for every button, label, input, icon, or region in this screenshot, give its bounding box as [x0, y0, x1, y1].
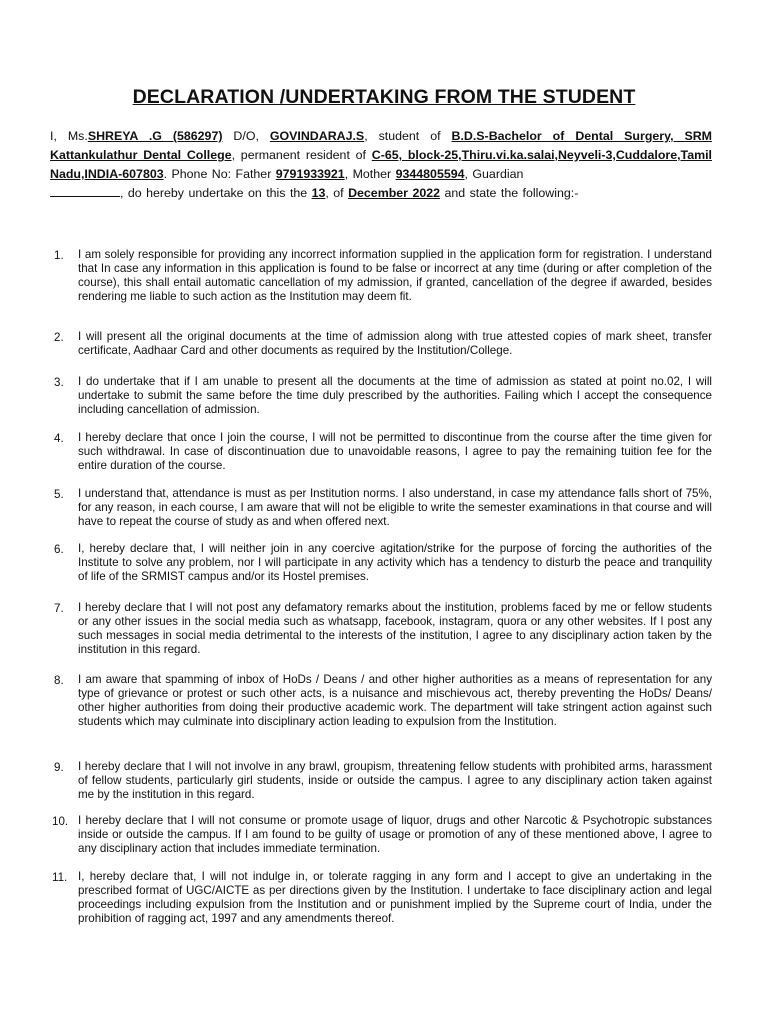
- clause-text: I hereby declare that I will not consume or promote usage of liquor, drugs and other Narcotic & Psychotropic substances inside or outside the campus. If I am found to be guilty of usage or promotion of any of these mentioned above, I agree to any disciplinary action that includes immediate termination.: [78, 814, 712, 855]
- clause-text: I am solely responsible for providing any incorrect information supplied in the application form for registration. I understand that In case any information in this application is found to be false or incorrect at any time (during or after completion of the course), this shall entail automatic cancellation of my admission, if granted, cancellation of the degree if awarded, besides rendering me liable to such action as the Institution may deem fit.: [78, 248, 712, 303]
- clause-text: I, hereby declare that, I will not indulge in, or tolerate ragging in any form and I accept to give an undertaking in the prescribed format of UGC/AICTE as per directions given by the Institution. I undertake to face disciplinary action and legal proceedings including expulsion from the Institution and or punishment implied by the Supreme court of India, under the prohibition of ragging act, 1997 and any amendments thereof.: [78, 870, 712, 925]
- clause-number: 9.: [54, 761, 64, 774]
- permanent-address: C-65, block-25,Thiru.vi.ka.salai,Neyveli-3,Cuddalore,Tamil Nadu,INDIA-607803: [50, 148, 712, 181]
- clause-number: 10.: [52, 815, 69, 828]
- clause-number: 4.: [54, 432, 64, 445]
- clause-number: 8.: [54, 674, 64, 687]
- intro-text: , do hereby undertake on this the: [120, 186, 312, 200]
- intro-text: , of: [325, 186, 349, 200]
- clause-number: 6.: [54, 543, 64, 556]
- intro-text: I, Ms.: [50, 129, 88, 143]
- clause-text: I hereby declare that once I join the course, I will not be permitted to discontinue from the course after the time given for such withdrawal. In case of discontinuation due to unavoidable reasons, I agree to pay the remaining tuition fee for the entire duration of the course.: [78, 431, 712, 472]
- intro-text: D/O,: [222, 129, 270, 143]
- guardian-blank: [50, 184, 120, 197]
- intro-text: and state the following:-: [440, 186, 579, 200]
- document-title: DECLARATION /UNDERTAKING FROM THE STUDENT: [132, 86, 636, 108]
- intro-text: . Phone No: Father: [163, 167, 276, 181]
- declaration-month-year: December 2022: [348, 186, 441, 200]
- clause-text: I will present all the original documents at the time of admission along with true attested copies of mark sheet, transfer certificate, Aadhaar Card and other documents as required by the Institution/College.: [78, 330, 712, 357]
- declaration-day: 13: [311, 186, 326, 200]
- clause-number: 1.: [54, 249, 64, 262]
- intro-text: , student of: [364, 129, 452, 143]
- clause-text: I, hereby declare that, I will neither join in any coercive agitation/strike for the purpose of forcing the authorities of the Institute to solve any problem, nor I will participate in any activity which has a tendency to disturb the peace and tranquility of life of the SRMIST campus and/or its Hostel premises.: [78, 542, 712, 583]
- intro-text: , permanent resident of: [231, 148, 372, 162]
- student-name: SHREYA .G (586297): [87, 129, 223, 143]
- clause-number: 7.: [54, 602, 64, 615]
- clause-text: I do undertake that if I am unable to present all the documents at the time of admission as stated at point no.02, I will undertake to submit the same before the time duly prescribed by the authorities. Failing which I accept the consequence including cancellation of admission.: [78, 375, 712, 416]
- intro-text: , Mother: [344, 167, 396, 181]
- intro-paragraph: [50, 127, 712, 203]
- clause-number: 5.: [54, 488, 64, 501]
- parent-name: GOVINDARAJ.S: [269, 129, 365, 143]
- clause-number: 3.: [54, 376, 64, 389]
- clause-text: I hereby declare that I will not involve in any brawl, groupism, threatening fellow students with prohibited arms, harassment of fellow students, particularly girl students, inside or outside the campus. I agree to any disciplinary action taken against me by the institution in this regard.: [78, 760, 712, 801]
- mother-phone: 9344805594: [395, 167, 465, 181]
- course-name: B.D.S-Bachelor of Dental Surgery, SRM Kattankulathur Dental College: [50, 129, 713, 162]
- clause-number: 2.: [54, 331, 64, 344]
- clause-text: I understand that, attendance is must as per Institution norms. I also understand, in case my attendance falls short of 75%, for any reason, in each course, I am aware that will not be eligible to write the semester examinations in that course and will have to repeat the course of study as and when offered next.: [78, 487, 712, 528]
- intro-text: , Guardian: [464, 167, 524, 181]
- clause-number: 11.: [52, 871, 68, 884]
- clause-text: I am aware that spamming of inbox of HoDs / Deans / and other higher authorities as a means of representation for any type of grievance or protest or such other acts, is a nuisance and mischievous act, thereby preventing the HoDs/ Deans/ other higher authorities from doing their productive academic work. The department will take stringent action against such students which may culminate into disciplinary action leading to expulsion from the Institution.: [78, 673, 712, 728]
- father-phone: 9791933921: [275, 167, 345, 181]
- clause-text: I hereby declare that I will not post any defamatory remarks about the institution, problems faced by me or fellow students or any other issues in the social media such as whatsapp, facebook, instagram, quora or any other websites. If I post any such messages in social media detrimental to the interests of the institution, I agree to any disciplinary action taken by the institution in this regard.: [78, 601, 712, 656]
